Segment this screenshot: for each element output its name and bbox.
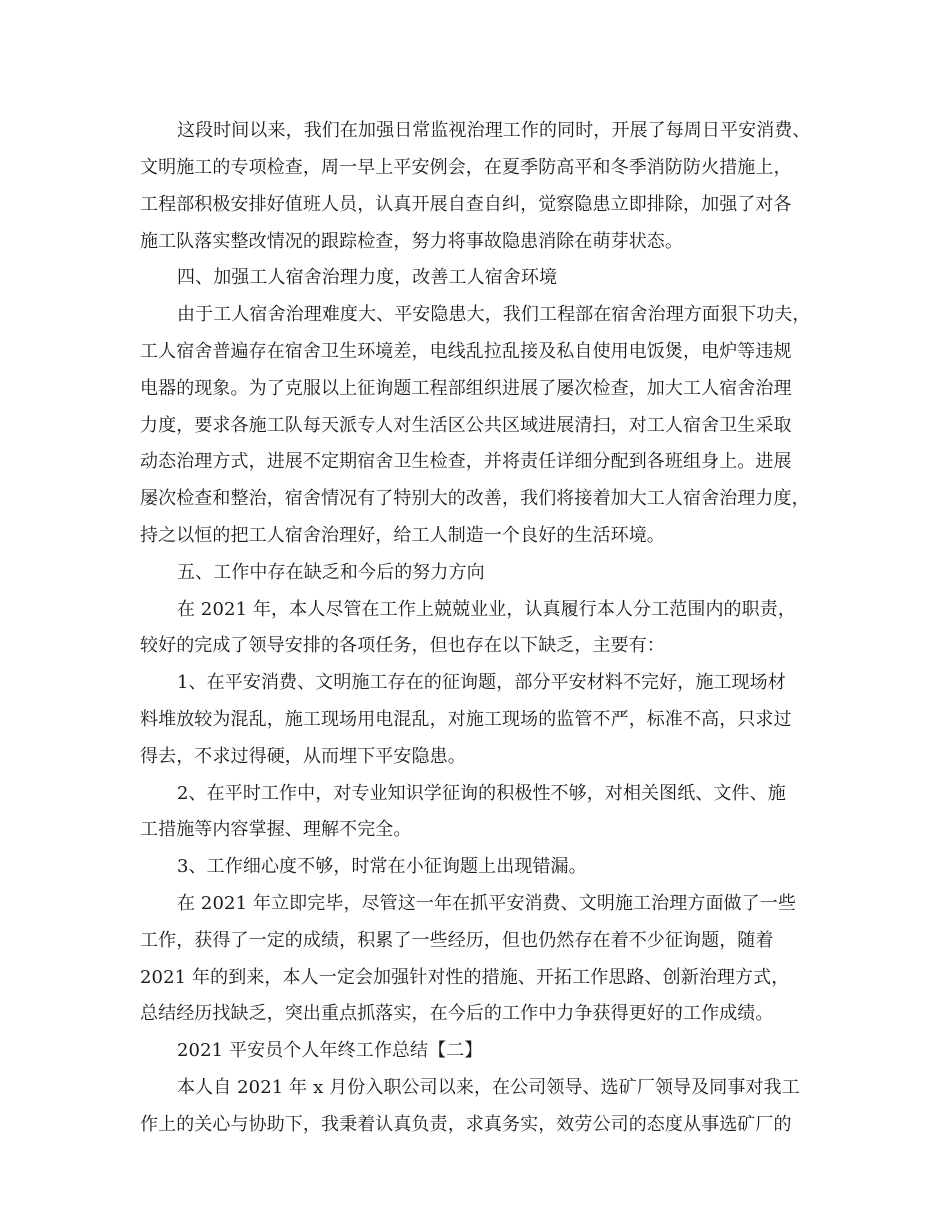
paragraph-line: 施工队落实整改情况的跟踪检查，努力将事故隐患消除在萌芽状态。 — [140, 231, 683, 252]
list-item: 1、在平安消费、文明施工存在的征询题，部分平安材料不完好，施工现场材 — [177, 672, 786, 693]
paragraph-line: 文明施工的专项检查，周一早上平安例会，在夏季防高平和冬季消防防火措施上， — [140, 157, 792, 178]
paragraph-line: 得去，不求过得硬，从而埋下平安隐患。 — [140, 746, 466, 767]
paragraph-line: 2021 年的到来，本人一定会加强针对性的措施、开拓工作思路、创新治理方式， — [140, 967, 790, 988]
section-heading: 2021 平安员个人年终工作总结【二】 — [177, 1040, 483, 1061]
paragraph-line: 由于工人宿舍治理难度大、平安隐患大，我们工程部在宿舍治理方面狠下功夫， — [177, 304, 811, 325]
paragraph-line: 本人自 2021 年 x 月份入职公司以来，在公司领导、选矿厂领导及同事对我工 — [177, 1077, 800, 1098]
paragraph-line: 持之以恒的把工人宿舍治理好，给工人制造一个良好的生活环境。 — [140, 525, 665, 546]
paragraph-line: 工措施等内容掌握、理解不完全。 — [140, 819, 412, 840]
paragraph-line: 这段时间以来，我们在加强日常监视治理工作的同时，开展了每周日平安消费、 — [177, 120, 811, 141]
paragraph-line: 作上的关心与协助下，我秉着认真负责，求真务实，效劳公司的态度从事选矿厂的 — [140, 1114, 792, 1135]
list-item: 2、在平时工作中，对专业知识学征询的积极性不够，对相关图纸、文件、施 — [177, 783, 786, 804]
paragraph-line: 较好的完成了领导安排的各项任务，但也存在以下缺乏，主要有： — [140, 635, 665, 656]
paragraph-line: 力度，要求各施工队每天派专人对生活区公共区域进展清扫，对工人宿舍卫生采取 — [140, 415, 792, 436]
paragraph-line: 屡次检查和整治，宿舍情况有了特别大的改善，我们将接着加大工人宿舍治理力度， — [140, 488, 810, 509]
paragraph-line: 工作，获得了一定的成绩，积累了一些经历，但也仍然存在着不少征询题，随着 — [140, 930, 774, 951]
paragraph-line: 动态治理方式，进展不定期宿舍卫生检查，并将责任详细分配到各班组身上。进展 — [140, 451, 792, 472]
paragraph-line: 工人宿舍普遍存在宿舍卫生环境差，电线乱拉乱接及私自使用电饭煲，电炉等违规 — [140, 341, 792, 362]
paragraph-line: 总结经历找缺乏，突出重点抓落实，在今后的工作中力争获得更好的工作成绩。 — [140, 1003, 774, 1024]
paragraph-line: 在 2021 年，本人尽管在工作上兢兢业业，认真履行本人分工范围内的职责， — [177, 599, 796, 620]
list-item: 3、工作细心度不够，时常在小征询题上出现错漏。 — [177, 856, 587, 877]
section-heading: 四、加强工人宿舍治理力度，改善工人宿舍环境 — [177, 267, 558, 288]
paragraph-line: 工程部积极安排好值班人员，认真开展自查自纠，觉察隐患立即排除，加强了对各 — [140, 194, 792, 215]
paragraph-line: 电器的现象。为了克服以上征询题工程部组织进展了屡次检查，加大工人宿舍治理 — [140, 378, 792, 399]
paragraph-line: 在 2021 年立即完毕，尽管这一年在抓平安消费、文明施工治理方面做了一些 — [177, 893, 796, 914]
paragraph-line: 料堆放较为混乱，施工现场用电混乱，对施工现场的监管不严，标准不高，只求过 — [140, 709, 792, 730]
section-heading: 五、工作中存在缺乏和今后的努力方向 — [177, 562, 485, 583]
